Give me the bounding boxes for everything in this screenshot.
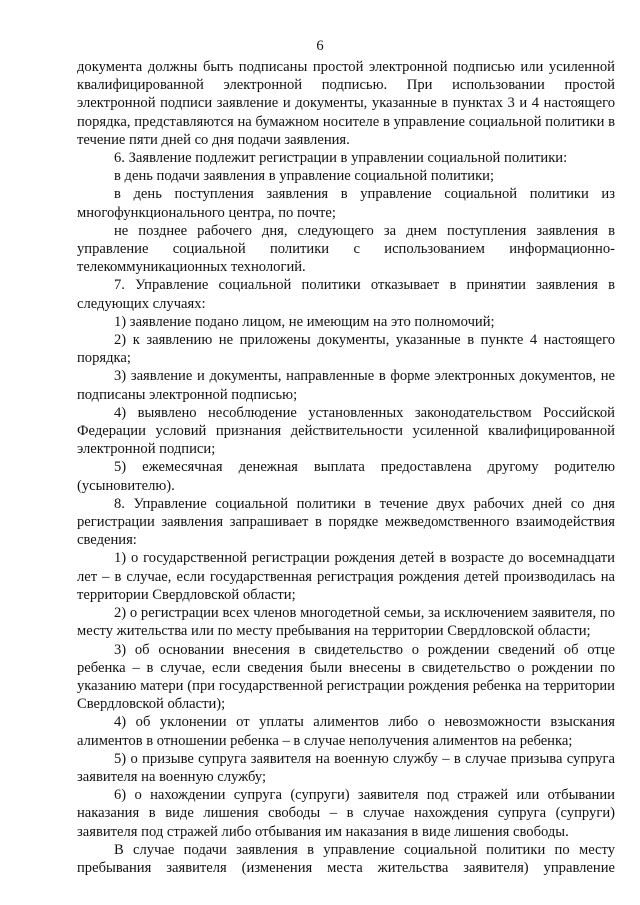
paragraph: 6. Заявление подлежит регистрации в управлении социальной политики: (114, 150, 568, 167)
paragraph: 4) выявлено несоблюдение установленных законодательством Российской Федерации условий признания действительности усиленной квалифицированной электронной подписи; (77, 404, 615, 458)
paragraph: 1) о государственной регистрации рождения детей в возрасте до восемнадцати лет – в случае, если государственная регистрация рождения детей производилась на территории Свердловской области; (77, 550, 615, 603)
document-body (77, 58, 615, 877)
paragraph: 8. Управление социальной политики в течение двух рабочих дней со дня регистрации заявления запрашивает в порядке межведомственного взаимодействия сведения: (77, 495, 615, 549)
paragraph: не позднее рабочего дня, следующего за днем поступления заявления в управление социальной политики с использованием информационно-телекоммуникационных технологий. (77, 222, 615, 276)
paragraph: в день подачи заявления в управление социальной политики; (114, 168, 495, 185)
paragraph: 1) заявление подано лицом, не имеющим на это полномочий; (114, 313, 495, 330)
paragraph: документа должны быть подписаны простой электронной подписью или усиленной квалифицированной электронной подписью. При использовании простой электронной подписи заявление и документы, указанные в пунктах 3 и 4 настоящего порядка, представляются на бумажном носителе в управление социальной политики в течение пяти дней со дня подачи заявления. (77, 59, 615, 148)
page-number: 6 (316, 38, 324, 54)
paragraph: 7. Управление социальной политики отказывает в принятии заявления в следующих случаях: (77, 277, 615, 312)
paragraph: В случае подачи заявления в управление социальной политики по месту пребывания заявителя (изменения места жительства заявителя) управление (77, 841, 615, 876)
paragraph: 3) заявление и документы, направленные в форме электронных документов, не подписаны электронной подписью; (77, 368, 615, 403)
paragraph: 4) об уклонении от уплаты алиментов либо о невозможности взыскания алиментов в отношении ребенка – в случае неполучения алиментов на ребенка; (77, 714, 615, 749)
paragraph: 5) о призыве супруга заявителя на военную службу – в случае призыва супруга заявителя на военную службу; (77, 750, 615, 785)
paragraph: 5) ежемесячная денежная выплата предоставлена другому родителю (усыновителю). (77, 459, 615, 494)
paragraph: 3) об основании внесения в свидетельство о рождении сведений об отце ребенка – в случае, если сведения были внесены в свидетельство о рождении по указанию матери (при государственной регистрации рождения ребенка на территории Свердловской области); (77, 641, 615, 713)
paragraph: в день поступления заявления в управление социальной политики из многофункционального центра, по почте; (77, 186, 615, 221)
paragraph: 6) о нахождении супруга (супруги) заявителя под стражей или отбывании наказания в виде лишения свободы – в случае нахождения супруга (супруги) заявителя под стражей либо отбывания им наказания в виде лишения свободы. (77, 787, 615, 840)
paragraph: 2) к заявлению не приложены документы, указанные в пункте 4 настоящего порядка; (77, 332, 615, 367)
paragraph: 2) о регистрации всех членов многодетной семьи, за исключением заявителя, по месту жительства или по месту пребывания на территории Свердловской области; (77, 605, 615, 640)
